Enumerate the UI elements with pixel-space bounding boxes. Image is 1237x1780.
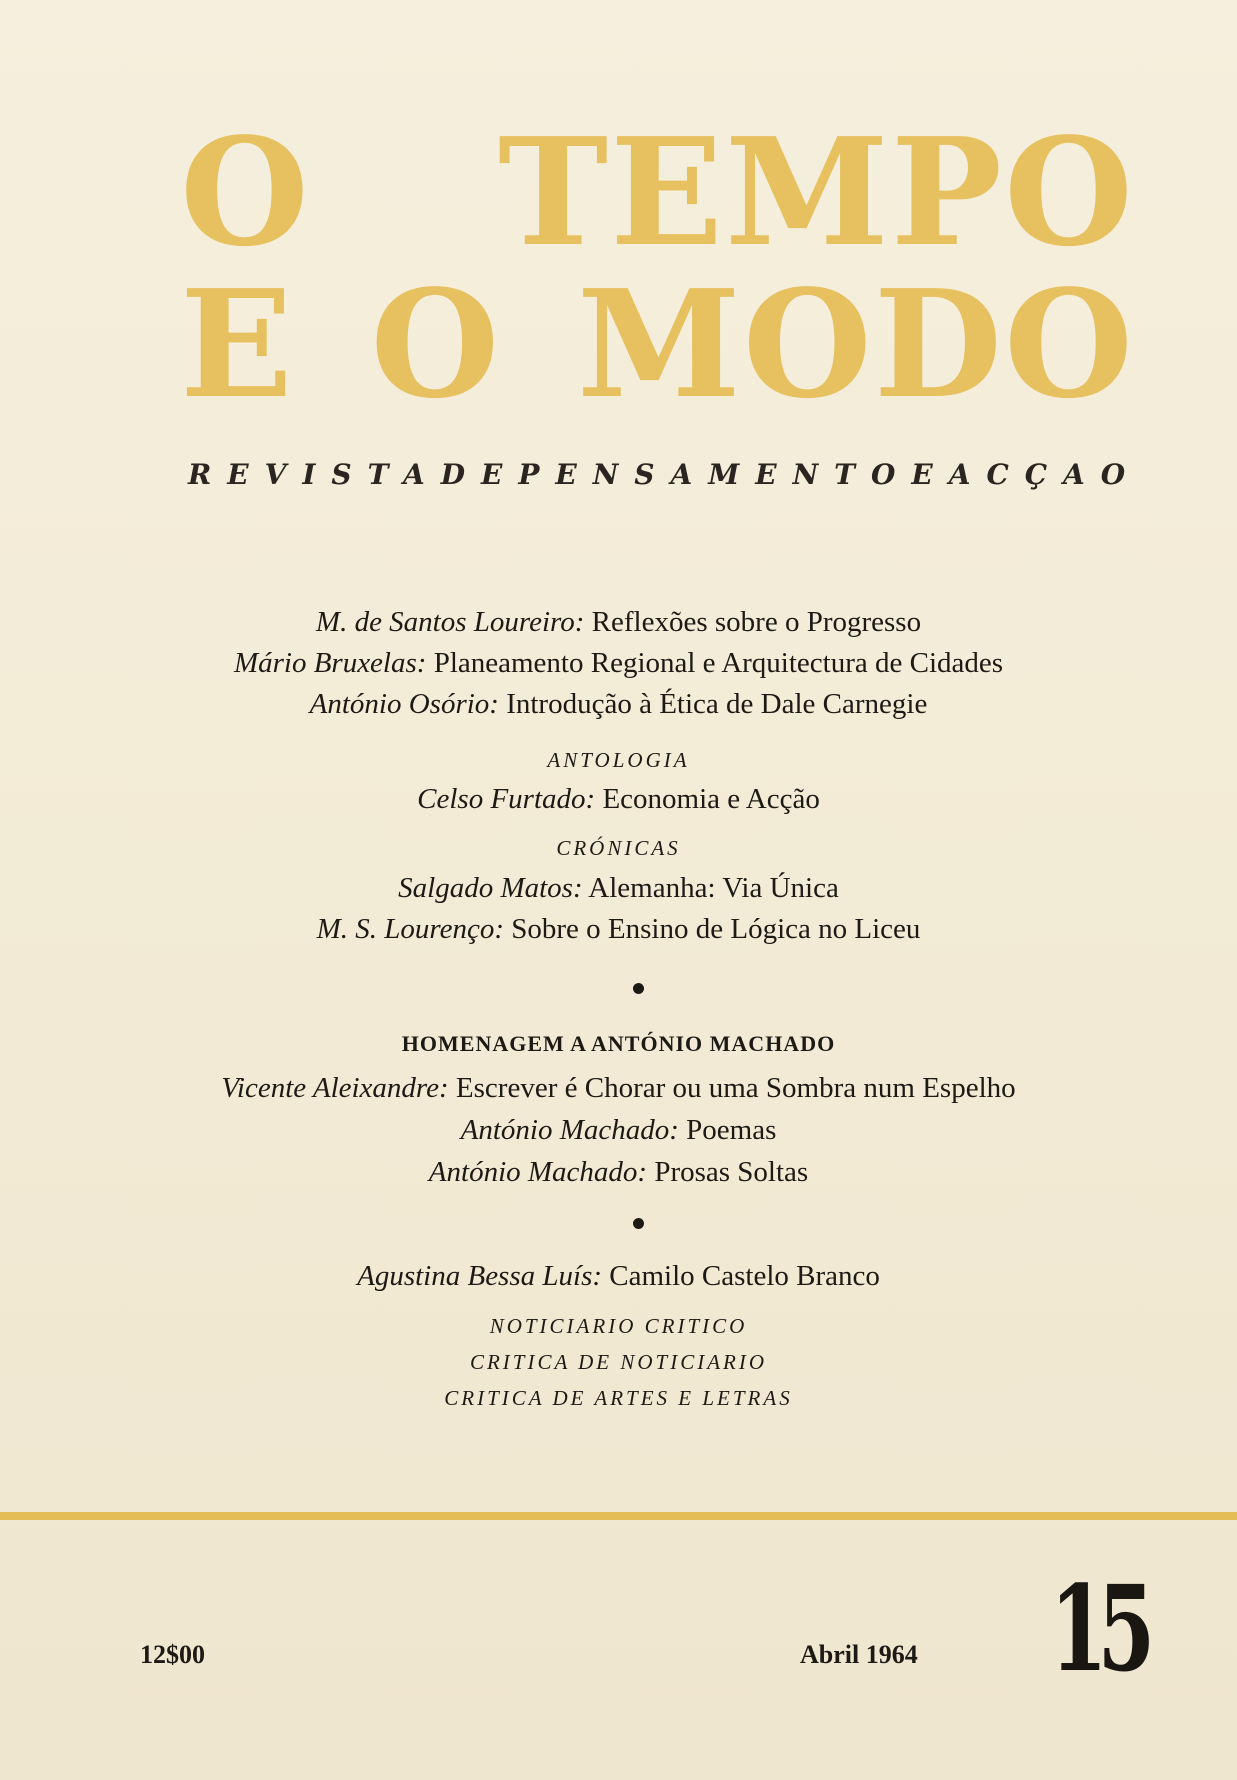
bullet-separator	[633, 1218, 644, 1229]
contents-entry	[0, 913, 1237, 946]
entry-title: Sobre o Ensino de Lógica no Liceu	[511, 913, 921, 945]
masthead-word: E	[180, 257, 295, 431]
section-heading-cronicas: CRÓNICAS	[556, 836, 681, 860]
contents-entry	[0, 606, 1237, 639]
contents-entry	[0, 1260, 1237, 1293]
issue-date: Abril 1964	[800, 1640, 918, 1669]
price: 12$00	[140, 1640, 205, 1669]
entry-author: Salgado Matos:	[398, 872, 583, 904]
entry-title: Poemas	[686, 1114, 777, 1146]
subtitle	[188, 458, 1142, 491]
entry-title: Planeamento Regional e Arquitectura de Cidades	[433, 647, 1004, 679]
contents-entry	[0, 1114, 1237, 1147]
masthead-word: O	[180, 105, 311, 279]
entry-author: António Machado:	[460, 1114, 679, 1146]
contents-entry	[0, 872, 1237, 905]
masthead-word: TEMPO	[498, 105, 1135, 279]
entry-author: Mário Bruxelas:	[233, 647, 427, 679]
contents-entry	[0, 1156, 1237, 1189]
entry-author: António Machado:	[428, 1156, 648, 1188]
entry-title: Camilo Castelo Branco	[609, 1260, 880, 1292]
entry-author: M. de Santos Loureiro:	[315, 606, 585, 638]
entry-author: M. S. Lourenço:	[316, 913, 505, 945]
contents-entry	[0, 688, 1237, 721]
contents-entry	[0, 1072, 1237, 1105]
yellow-rule	[0, 1512, 1237, 1520]
entry-title: Prosas Soltas	[654, 1156, 809, 1188]
issue-number: 15	[1050, 1559, 1146, 1698]
contents-entry	[0, 647, 1237, 680]
subtitle-word: ACÇAO	[948, 458, 1142, 491]
section-critica-de-artes: CRITICA DE ARTES E LETRAS	[444, 1386, 793, 1410]
section-heading-antologia: ANTOLOGIA	[547, 748, 690, 772]
entry-author: Celso Furtado:	[417, 783, 596, 815]
subtitle-word: E	[911, 458, 949, 491]
entry-title: Reflexões sobre o Progresso	[591, 606, 922, 638]
masthead-word: O	[370, 257, 502, 431]
section-heading-homenagem: HOMENAGEM A ANTÓNIO MACHADO	[401, 1031, 836, 1056]
section-critica-de-noticiario: CRITICA DE NOTICIARIO	[469, 1350, 768, 1374]
entry-author: Agustina Bessa Luís:	[357, 1260, 603, 1292]
masthead-line-1	[180, 105, 1135, 279]
entry-author: António Osório:	[309, 688, 499, 720]
subtitle-word: PENSAMENTO	[518, 458, 912, 491]
subtitle-word: DE	[440, 458, 519, 491]
section-noticiario-critico: NOTICIARIO CRITICO	[489, 1314, 748, 1338]
bullet-separator	[633, 983, 644, 994]
entry-title: Alemanha: Via Única	[588, 872, 839, 904]
entry-title: Escrever é Chorar ou uma Sombra num Espelho	[455, 1072, 1016, 1104]
masthead-word: MODO	[576, 257, 1135, 431]
entry-title: Introdução à Ética de Dale Carnegie	[506, 688, 928, 720]
contents-entry	[0, 783, 1237, 816]
subtitle-word: REVISTA	[188, 458, 441, 491]
entry-title: Economia e Acção	[602, 783, 820, 815]
entry-author: Vicente Aleixandre:	[221, 1072, 449, 1104]
masthead-line-2	[180, 257, 1135, 431]
